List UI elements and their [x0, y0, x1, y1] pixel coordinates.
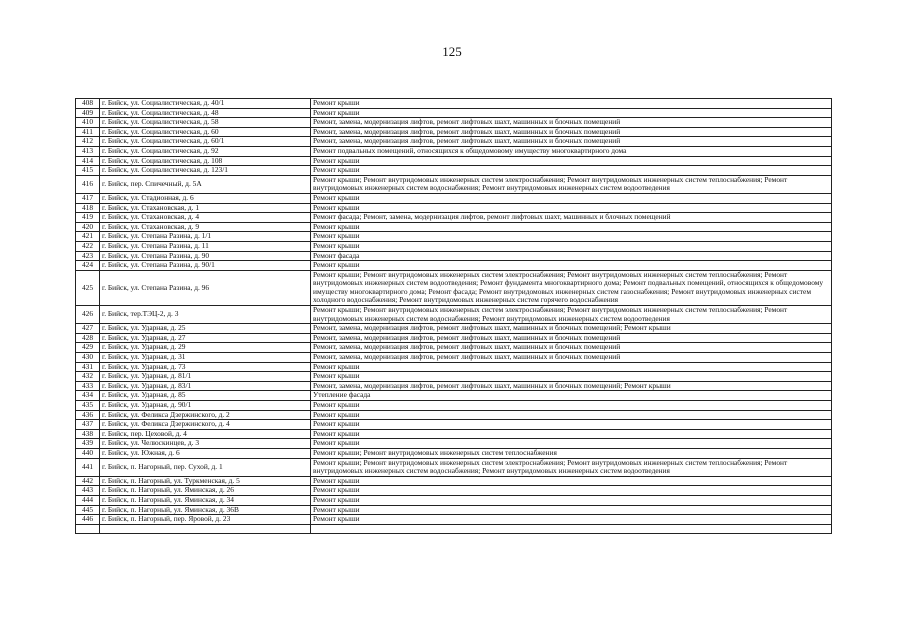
table-row [76, 343, 832, 353]
row-address: г. Бийск, ул. Социалистическая, д. 108 [100, 156, 311, 166]
table-row [76, 486, 832, 496]
table-row [76, 324, 832, 334]
table-row [76, 353, 832, 363]
table-row [76, 410, 832, 420]
empty-cell [76, 524, 100, 533]
row-address: г. Бийск, ул. Социалистическая, д. 60/1 [100, 137, 311, 147]
row-works: Ремонт крыши [311, 232, 832, 242]
row-number: 434 [76, 391, 100, 401]
row-works: Ремонт крыши [311, 261, 832, 271]
row-number: 432 [76, 372, 100, 382]
row-number: 442 [76, 476, 100, 486]
row-number: 422 [76, 241, 100, 251]
row-works: Ремонт, замена, модернизация лифтов, ремонт лифтовых шахт, машинных и блочных помещений [311, 137, 832, 147]
row-address: г. Бийск, п. Нагорный, ул. Яминская, д. 36В [100, 505, 311, 515]
row-number: 426 [76, 306, 100, 324]
row-number: 408 [76, 99, 100, 109]
row-address: г. Бийск, п. Нагорный, ул. Туркменская, д. 5 [100, 476, 311, 486]
row-address: г. Бийск, ул. Степана Разина, д. 90 [100, 251, 311, 261]
table-row [76, 429, 832, 439]
row-address: г. Бийск, ул. Ударная, д. 27 [100, 333, 311, 343]
row-address: г. Бийск, пер. Спичечный, д. 5А [100, 175, 311, 193]
row-works: Ремонт, замена, модернизация лифтов, ремонт лифтовых шахт, машинных и блочных помещений [311, 118, 832, 128]
row-address: г. Бийск, п. Нагорный, пер. Яровой, д. 23 [100, 515, 311, 525]
row-address: г. Бийск, ул. Степана Разина, д. 1/1 [100, 232, 311, 242]
row-number: 438 [76, 429, 100, 439]
row-address: г. Бийск, ул. Стадионная, д. 6 [100, 193, 311, 203]
table-row [76, 391, 832, 401]
row-address: г. Бийск, ул. Южная, д. 6 [100, 448, 311, 458]
row-works: Ремонт крыши [311, 429, 832, 439]
row-number: 439 [76, 439, 100, 449]
table-row [76, 381, 832, 391]
row-works: Ремонт крыши [311, 505, 832, 515]
row-address: г. Бийск, ул. Ударная, д. 85 [100, 391, 311, 401]
row-number: 446 [76, 515, 100, 525]
row-address: г. Бийск, ул. Социалистическая, д. 40/1 [100, 99, 311, 109]
row-works: Ремонт крыши [311, 99, 832, 109]
row-address: г. Бийск, ул. Стахановская, д. 4 [100, 213, 311, 223]
row-works: Ремонт подвальных помещений, относящихся к общедомовому имуществу многоквартирного дома [311, 146, 832, 156]
row-address: г. Бийск, тер.ТЭЦ-2, д. 3 [100, 306, 311, 324]
table-row [76, 261, 832, 271]
table-row [76, 515, 832, 525]
row-address: г. Бийск, ул. Челюскинцев, д. 3 [100, 439, 311, 449]
row-number: 437 [76, 420, 100, 430]
table-row [76, 127, 832, 137]
row-address: г. Бийск, ул. Степана Разина, д. 96 [100, 270, 311, 305]
row-address: г. Бийск, ул. Ударная, д. 31 [100, 353, 311, 363]
table-row [76, 118, 832, 128]
table-row [76, 108, 832, 118]
row-address: г. Бийск, ул. Ударная, д. 90/1 [100, 401, 311, 411]
row-works: Ремонт крыши [311, 420, 832, 430]
table-row [76, 241, 832, 251]
row-address: г. Бийск, ул. Социалистическая, д. 123/1 [100, 166, 311, 176]
table-row [76, 420, 832, 430]
row-address: г. Бийск, ул. Феликса Дзержинского, д. 2 [100, 410, 311, 420]
row-address: г. Бийск, ул. Ударная, д. 25 [100, 324, 311, 334]
row-works: Ремонт крыши [311, 241, 832, 251]
row-number: 430 [76, 353, 100, 363]
row-works: Ремонт крыши [311, 439, 832, 449]
table-row [76, 439, 832, 449]
row-works: Ремонт крыши [311, 372, 832, 382]
row-number: 409 [76, 108, 100, 118]
table-row [76, 251, 832, 261]
row-address: г. Бийск, п. Нагорный, ул. Яминская, д. 26 [100, 486, 311, 496]
row-number: 424 [76, 261, 100, 271]
row-works: Ремонт крыши; Ремонт внутридомовых инженерных систем электроснабжения; Ремонт внутридомовых инженерных систем теплоснабжения; Ремонт внутридомовых инженерных систем водоснабжения; Ремонт внутридомовых инженерных систем водоотведения [311, 306, 832, 324]
row-number: 445 [76, 505, 100, 515]
row-works: Утепление фасада [311, 391, 832, 401]
row-address: г. Бийск, ул. Социалистическая, д. 60 [100, 127, 311, 137]
row-works: Ремонт крыши [311, 193, 832, 203]
page-number: 125 [442, 44, 462, 59]
row-number: 444 [76, 495, 100, 505]
row-number: 431 [76, 362, 100, 372]
row-works: Ремонт крыши [311, 410, 832, 420]
row-number: 433 [76, 381, 100, 391]
row-number: 435 [76, 401, 100, 411]
row-address: г. Бийск, пер. Цеховой, д. 4 [100, 429, 311, 439]
row-address: г. Бийск, ул. Стахановская, д. 9 [100, 222, 311, 232]
row-works: Ремонт крыши; Ремонт внутридомовых инженерных систем электроснабжения; Ремонт внутридомовых инженерных систем теплоснабжения; Ремонт внутридомовых инженерных систем водоотведения; Ремонт фундамента многоквартирного дома; Ремонт подвальных помещений, относящихся к общедомовому имуществу многоквартирного дома; Ремонт фасада; Ремонт внутридомовых инженерных систем газоснабжения; Ремонт внутридомовых инженерных систем холодного водоснабжения; Ремонт внутридомовых инженерных систем горячего водоснабжения [311, 270, 832, 305]
table-row [76, 232, 832, 242]
row-number: 419 [76, 213, 100, 223]
row-address: г. Бийск, ул. Социалистическая, д. 92 [100, 146, 311, 156]
table-row [76, 137, 832, 147]
row-address: г. Бийск, ул. Социалистическая, д. 48 [100, 108, 311, 118]
row-works: Ремонт крыши [311, 515, 832, 525]
row-works: Ремонт крыши [311, 495, 832, 505]
row-address: г. Бийск, ул. Степана Разина, д. 11 [100, 241, 311, 251]
row-number: 416 [76, 175, 100, 193]
row-number: 421 [76, 232, 100, 242]
row-number: 440 [76, 448, 100, 458]
table-row [76, 213, 832, 223]
row-works: Ремонт, замена, модернизация лифтов, ремонт лифтовых шахт, машинных и блочных помещений [311, 333, 832, 343]
table-row [76, 495, 832, 505]
row-number: 418 [76, 203, 100, 213]
row-number: 420 [76, 222, 100, 232]
table-row [76, 362, 832, 372]
row-number: 441 [76, 458, 100, 476]
row-works: Ремонт, замена, модернизация лифтов, ремонт лифтовых шахт, машинных и блочных помещений; Ремонт крыши [311, 381, 832, 391]
row-address: г. Бийск, ул. Ударная, д. 29 [100, 343, 311, 353]
table-row [76, 401, 832, 411]
empty-cell [100, 524, 311, 533]
table-body [76, 99, 832, 534]
table-row [76, 505, 832, 515]
row-number: 429 [76, 343, 100, 353]
row-number: 413 [76, 146, 100, 156]
row-number: 427 [76, 324, 100, 334]
row-address: г. Бийск, ул. Степана Разина, д. 90/1 [100, 261, 311, 271]
row-address: г. Бийск, ул. Ударная, д. 73 [100, 362, 311, 372]
table-row [76, 99, 832, 109]
housing-repair-table [75, 98, 832, 534]
table-row [76, 156, 832, 166]
row-works: Ремонт крыши [311, 108, 832, 118]
row-number: 414 [76, 156, 100, 166]
row-address: г. Бийск, ул. Ударная, д. 81/1 [100, 372, 311, 382]
row-address: г. Бийск, ул. Феликса Дзержинского, д. 4 [100, 420, 311, 430]
row-works: Ремонт, замена, модернизация лифтов, ремонт лифтовых шахт, машинных и блочных помещений [311, 343, 832, 353]
row-number: 411 [76, 127, 100, 137]
row-address: г. Бийск, п. Нагорный, ул. Яминская, д. 34 [100, 495, 311, 505]
row-works: Ремонт фасада; Ремонт, замена, модернизация лифтов, ремонт лифтовых шахт, машинных и блочных помещений [311, 213, 832, 223]
row-works: Ремонт крыши [311, 166, 832, 176]
row-number: 428 [76, 333, 100, 343]
table-row [76, 372, 832, 382]
row-works: Ремонт, замена, модернизация лифтов, ремонт лифтовых шахт, машинных и блочных помещений; Ремонт крыши [311, 324, 832, 334]
row-works: Ремонт крыши [311, 156, 832, 166]
table-row [76, 458, 832, 476]
empty-row [76, 524, 832, 533]
row-works: Ремонт крыши; Ремонт внутридомовых инженерных систем теплоснабжения [311, 448, 832, 458]
row-number: 417 [76, 193, 100, 203]
empty-cell [311, 524, 832, 533]
row-works: Ремонт крыши [311, 486, 832, 496]
row-works: Ремонт крыши [311, 203, 832, 213]
table-row [76, 222, 832, 232]
row-works: Ремонт крыши [311, 222, 832, 232]
row-number: 425 [76, 270, 100, 305]
table-row [76, 306, 832, 324]
row-number: 423 [76, 251, 100, 261]
table-row [76, 203, 832, 213]
row-address: г. Бийск, ул. Социалистическая, д. 58 [100, 118, 311, 128]
table-row [76, 476, 832, 486]
row-number: 443 [76, 486, 100, 496]
row-works: Ремонт крыши [311, 401, 832, 411]
row-address: г. Бийск, п. Нагорный, пер. Сухой, д. 1 [100, 458, 311, 476]
row-works: Ремонт крыши; Ремонт внутридомовых инженерных систем электроснабжения; Ремонт внутридомовых инженерных систем теплоснабжения; Ремонт внутридомовых инженерных систем водоснабжения; Ремонт внутридомовых инженерных систем водоотведения [311, 175, 832, 193]
row-number: 412 [76, 137, 100, 147]
row-number: 410 [76, 118, 100, 128]
table-row [76, 193, 832, 203]
row-works: Ремонт, замена, модернизация лифтов, ремонт лифтовых шахт, машинных и блочных помещений [311, 353, 832, 363]
table-row [76, 146, 832, 156]
row-number: 415 [76, 166, 100, 176]
row-number: 436 [76, 410, 100, 420]
table-row [76, 448, 832, 458]
row-works: Ремонт крыши; Ремонт внутридомовых инженерных систем электроснабжения; Ремонт внутридомовых инженерных систем теплоснабжения; Ремонт внутридомовых инженерных систем водоснабжения; Ремонт внутридомовых инженерных систем водоотведения [311, 458, 832, 476]
row-address: г. Бийск, ул. Ударная, д. 83/1 [100, 381, 311, 391]
row-works: Ремонт, замена, модернизация лифтов, ремонт лифтовых шахт, машинных и блочных помещений [311, 127, 832, 137]
row-address: г. Бийск, ул. Стахановская, д. 1 [100, 203, 311, 213]
table-row [76, 270, 832, 305]
row-works: Ремонт крыши [311, 362, 832, 372]
row-works: Ремонт фасада [311, 251, 832, 261]
table-row [76, 333, 832, 343]
row-works: Ремонт крыши [311, 476, 832, 486]
table-row [76, 166, 832, 176]
table-row [76, 175, 832, 193]
